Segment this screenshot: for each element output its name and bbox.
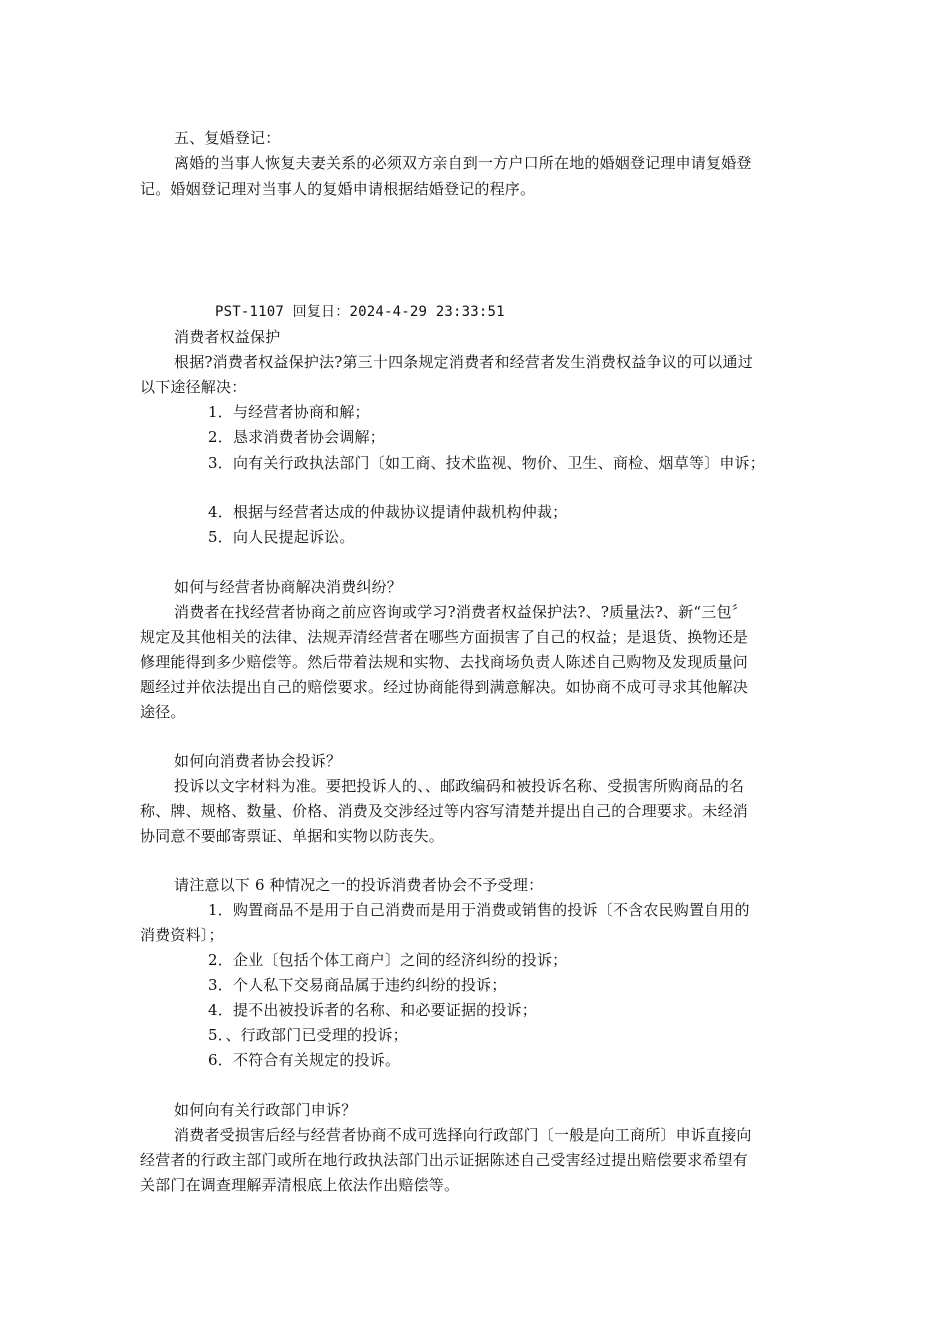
list-item: 3．个人私下交易商品属于违约纠纷的投诉； xyxy=(208,976,507,994)
paragraph-line: 关部门在调查理解弄清根底上依法作出赔偿等。 xyxy=(140,1176,460,1194)
list-item: 1．与经营者协商和解； xyxy=(208,403,370,421)
list-item: 5．、行政部门已受理的投诉； xyxy=(208,1026,408,1044)
paragraph-line: 规定及其他相关的法律、法规弄清经营者在哪些方面损害了自己的权益；是退货、换物还是 xyxy=(140,628,749,646)
list-item: 5．向人民提起诉讼。 xyxy=(208,528,355,546)
reply-header: PST-1107 回复日：2024-4-29 23:33:51 xyxy=(215,304,505,320)
paragraph-line: 根据?消费者权益保护法?第三十四条规定消费者和经营者发生消费权益争议的可以通过 xyxy=(174,353,753,371)
paragraph-line: 协同意不要邮寄票证、单据和实物以防丧失。 xyxy=(140,827,445,845)
list-item: 2．恳求消费者协会调解； xyxy=(208,428,385,446)
list-item-continuation: 消费资料〕； xyxy=(140,926,224,944)
section-question: 如何与经营者协商解决消费纠纷？ xyxy=(174,578,403,596)
list-item: 1．购置商品不是用于自己消费而是用于消费或销售的投诉〔不含农民购置自用的 xyxy=(208,901,750,919)
section-title-consumer-rights: 消费者权益保护 xyxy=(174,328,281,346)
paragraph-line: 离婚的当事人恢复夫妻关系的必须双方亲自到一方户口所在地的婚姻登记理申请复婚登 xyxy=(174,154,752,172)
paragraph-line: 以下途径解决： xyxy=(140,378,247,396)
section-heading-remarriage: 五、复婚登记： xyxy=(174,129,281,147)
paragraph-line: 修理能得到多少赔偿等。然后带着法规和实物、去找商场负责人陈述自己购物及发现质量问 xyxy=(140,653,749,671)
paragraph-line: 称、牌、规格、数量、价格、消费及交涉经过等内容写清楚并提出自己的合理要求。未经消 xyxy=(140,802,749,820)
list-item: 4．根据与经营者达成的仲裁协议提请仲裁机构仲裁； xyxy=(208,503,568,521)
paragraph-line: 记。婚姻登记理对当事人的复婚申请根据结婚登记的程序。 xyxy=(140,180,536,198)
section-question: 如何向有关行政部门申诉？ xyxy=(174,1101,357,1119)
list-item: 3．向有关行政执法部门〔如工商、技术监视、物价、卫生、商检、烟草等〕申诉； xyxy=(208,454,765,472)
paragraph-line: 消费者受损害后经与经营者协商不成可选择向行政部门〔一般是向工商所〕申诉直接向 xyxy=(174,1126,752,1144)
list-item: 2．企业〔包括个体工商户〕之间的经济纠纷的投诉； xyxy=(208,951,568,969)
paragraph-line: 题经过并依法提出自己的赔偿要求。经过协商能得到满意解决。如协商不成可寻求其他解决 xyxy=(140,678,749,696)
paragraph-line: 经营者的行政主部门或所在地行政执法部门出示证据陈述自己受害经过提出赔偿要求希望有 xyxy=(140,1151,749,1169)
paragraph-line: 请注意以下 6 种情况之一的投诉消费者协会不予受理： xyxy=(174,876,544,894)
section-question: 如何向消费者协会投诉？ xyxy=(174,752,342,770)
list-item: 4．提不出被投诉者的名称、和必要证据的投诉； xyxy=(208,1001,537,1019)
paragraph-line: 投诉以文字材料为准。要把投诉人的、、邮政编码和被投诉名称、受损害所购商品的名 xyxy=(174,777,745,795)
list-item: 6．不符合有关规定的投诉。 xyxy=(208,1051,401,1069)
paragraph-line: 消费者在找经营者协商之前应咨询或学习?消费者权益保护法?、?质量法?、新“三包〞 xyxy=(174,603,747,621)
paragraph-line: 途径。 xyxy=(140,703,186,721)
